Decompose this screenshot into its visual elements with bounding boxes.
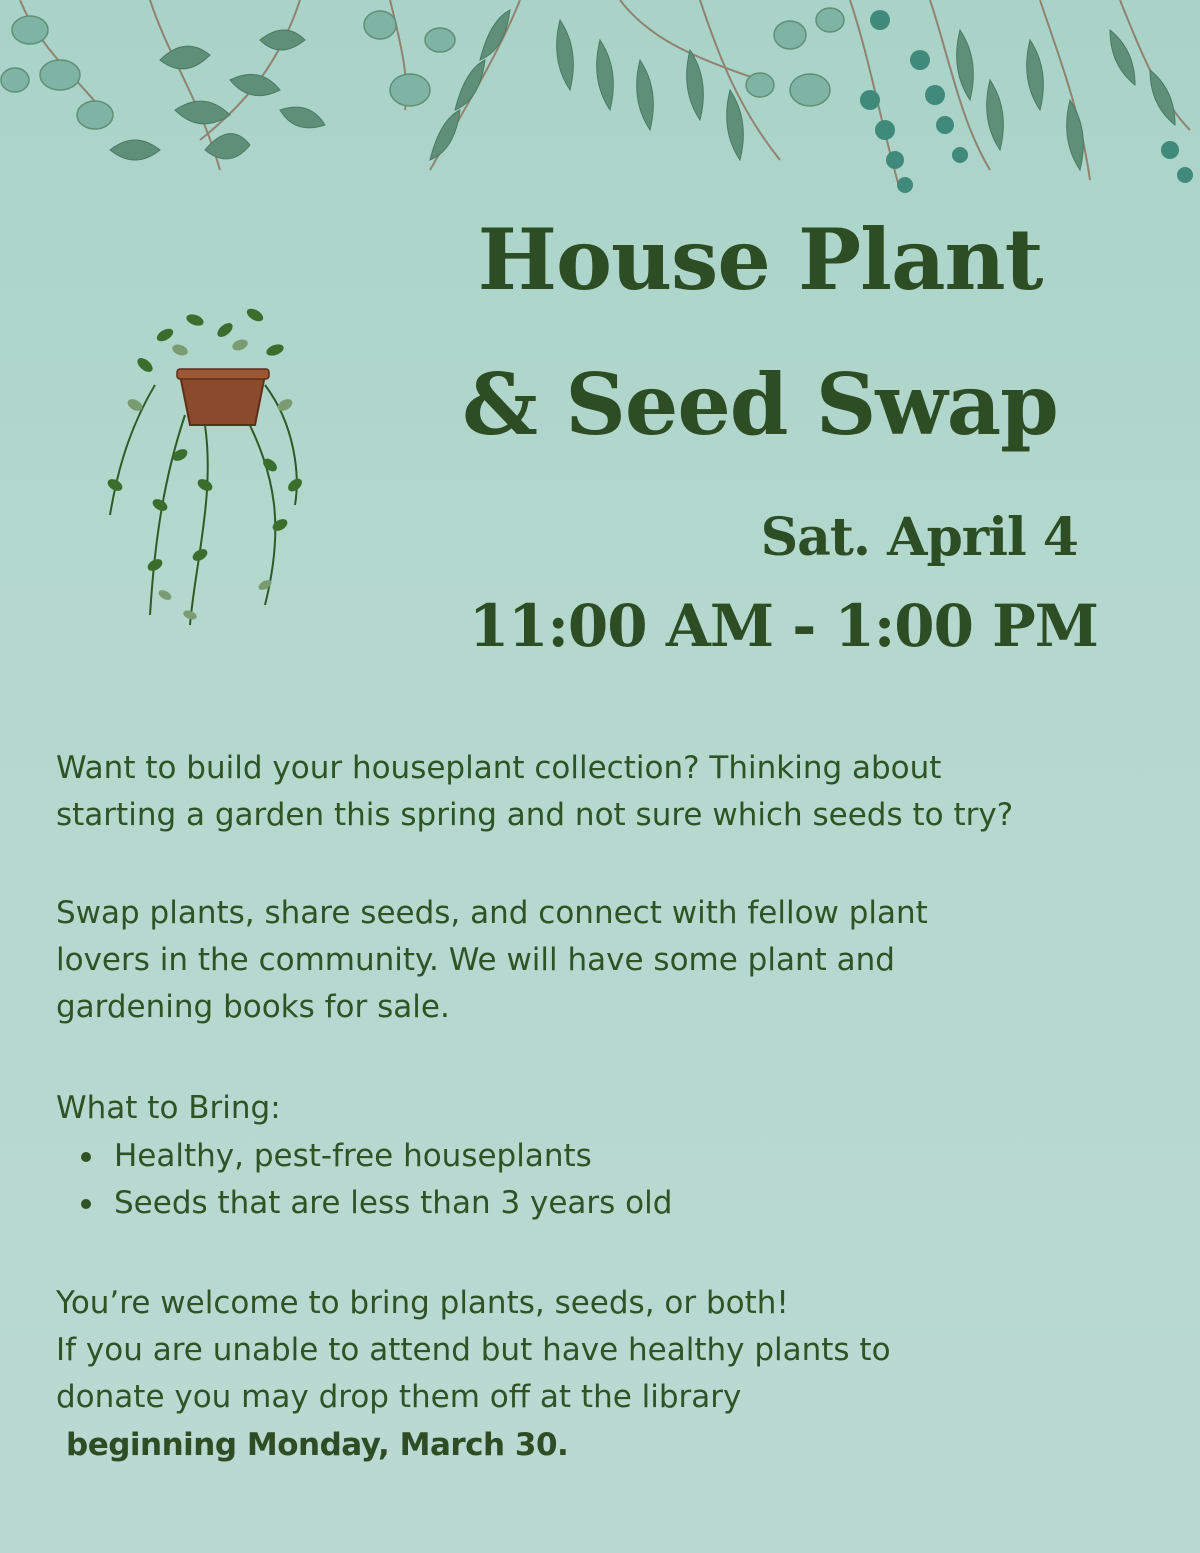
event-date: Sat. April 4 [760, 507, 1078, 568]
details-line: lovers in the community. We will have some plant and [56, 942, 895, 978]
intro-paragraph [56, 745, 1156, 839]
list-item: Healthy, pest-free houseplants [114, 1133, 672, 1180]
closing-line: If you are unable to attend but have healthy plants to [56, 1332, 891, 1368]
title-line-1: House Plant [477, 210, 1043, 309]
bring-list [56, 1133, 672, 1227]
closing-line: donate you may drop them off at the library [56, 1379, 742, 1415]
bring-heading: What to Bring: [56, 1090, 281, 1126]
details-line: Swap plants, share seeds, and connect with fellow plant [56, 895, 928, 931]
event-time: 11:00 AM - 1:00 PM [468, 592, 1098, 660]
intro-line: starting a garden this spring and not sure which seeds to try? [56, 797, 1014, 833]
details-line: gardening books for sale. [56, 989, 450, 1025]
closing-paragraph [56, 1280, 1156, 1421]
closing-line: You’re welcome to bring plants, seeds, or both! [56, 1285, 789, 1321]
dropoff-start-date: beginning Monday, March 30. [66, 1427, 569, 1463]
hanging-plant-icon [95, 275, 315, 655]
eucalyptus-foliage-icon [0, 0, 1200, 230]
list-item: Seeds that are less than 3 years old [114, 1180, 672, 1227]
title-line-2: & Seed Swap [462, 355, 1058, 454]
details-paragraph [56, 890, 1156, 1031]
intro-line: Want to build your houseplant collection? Thinking about [56, 750, 942, 786]
